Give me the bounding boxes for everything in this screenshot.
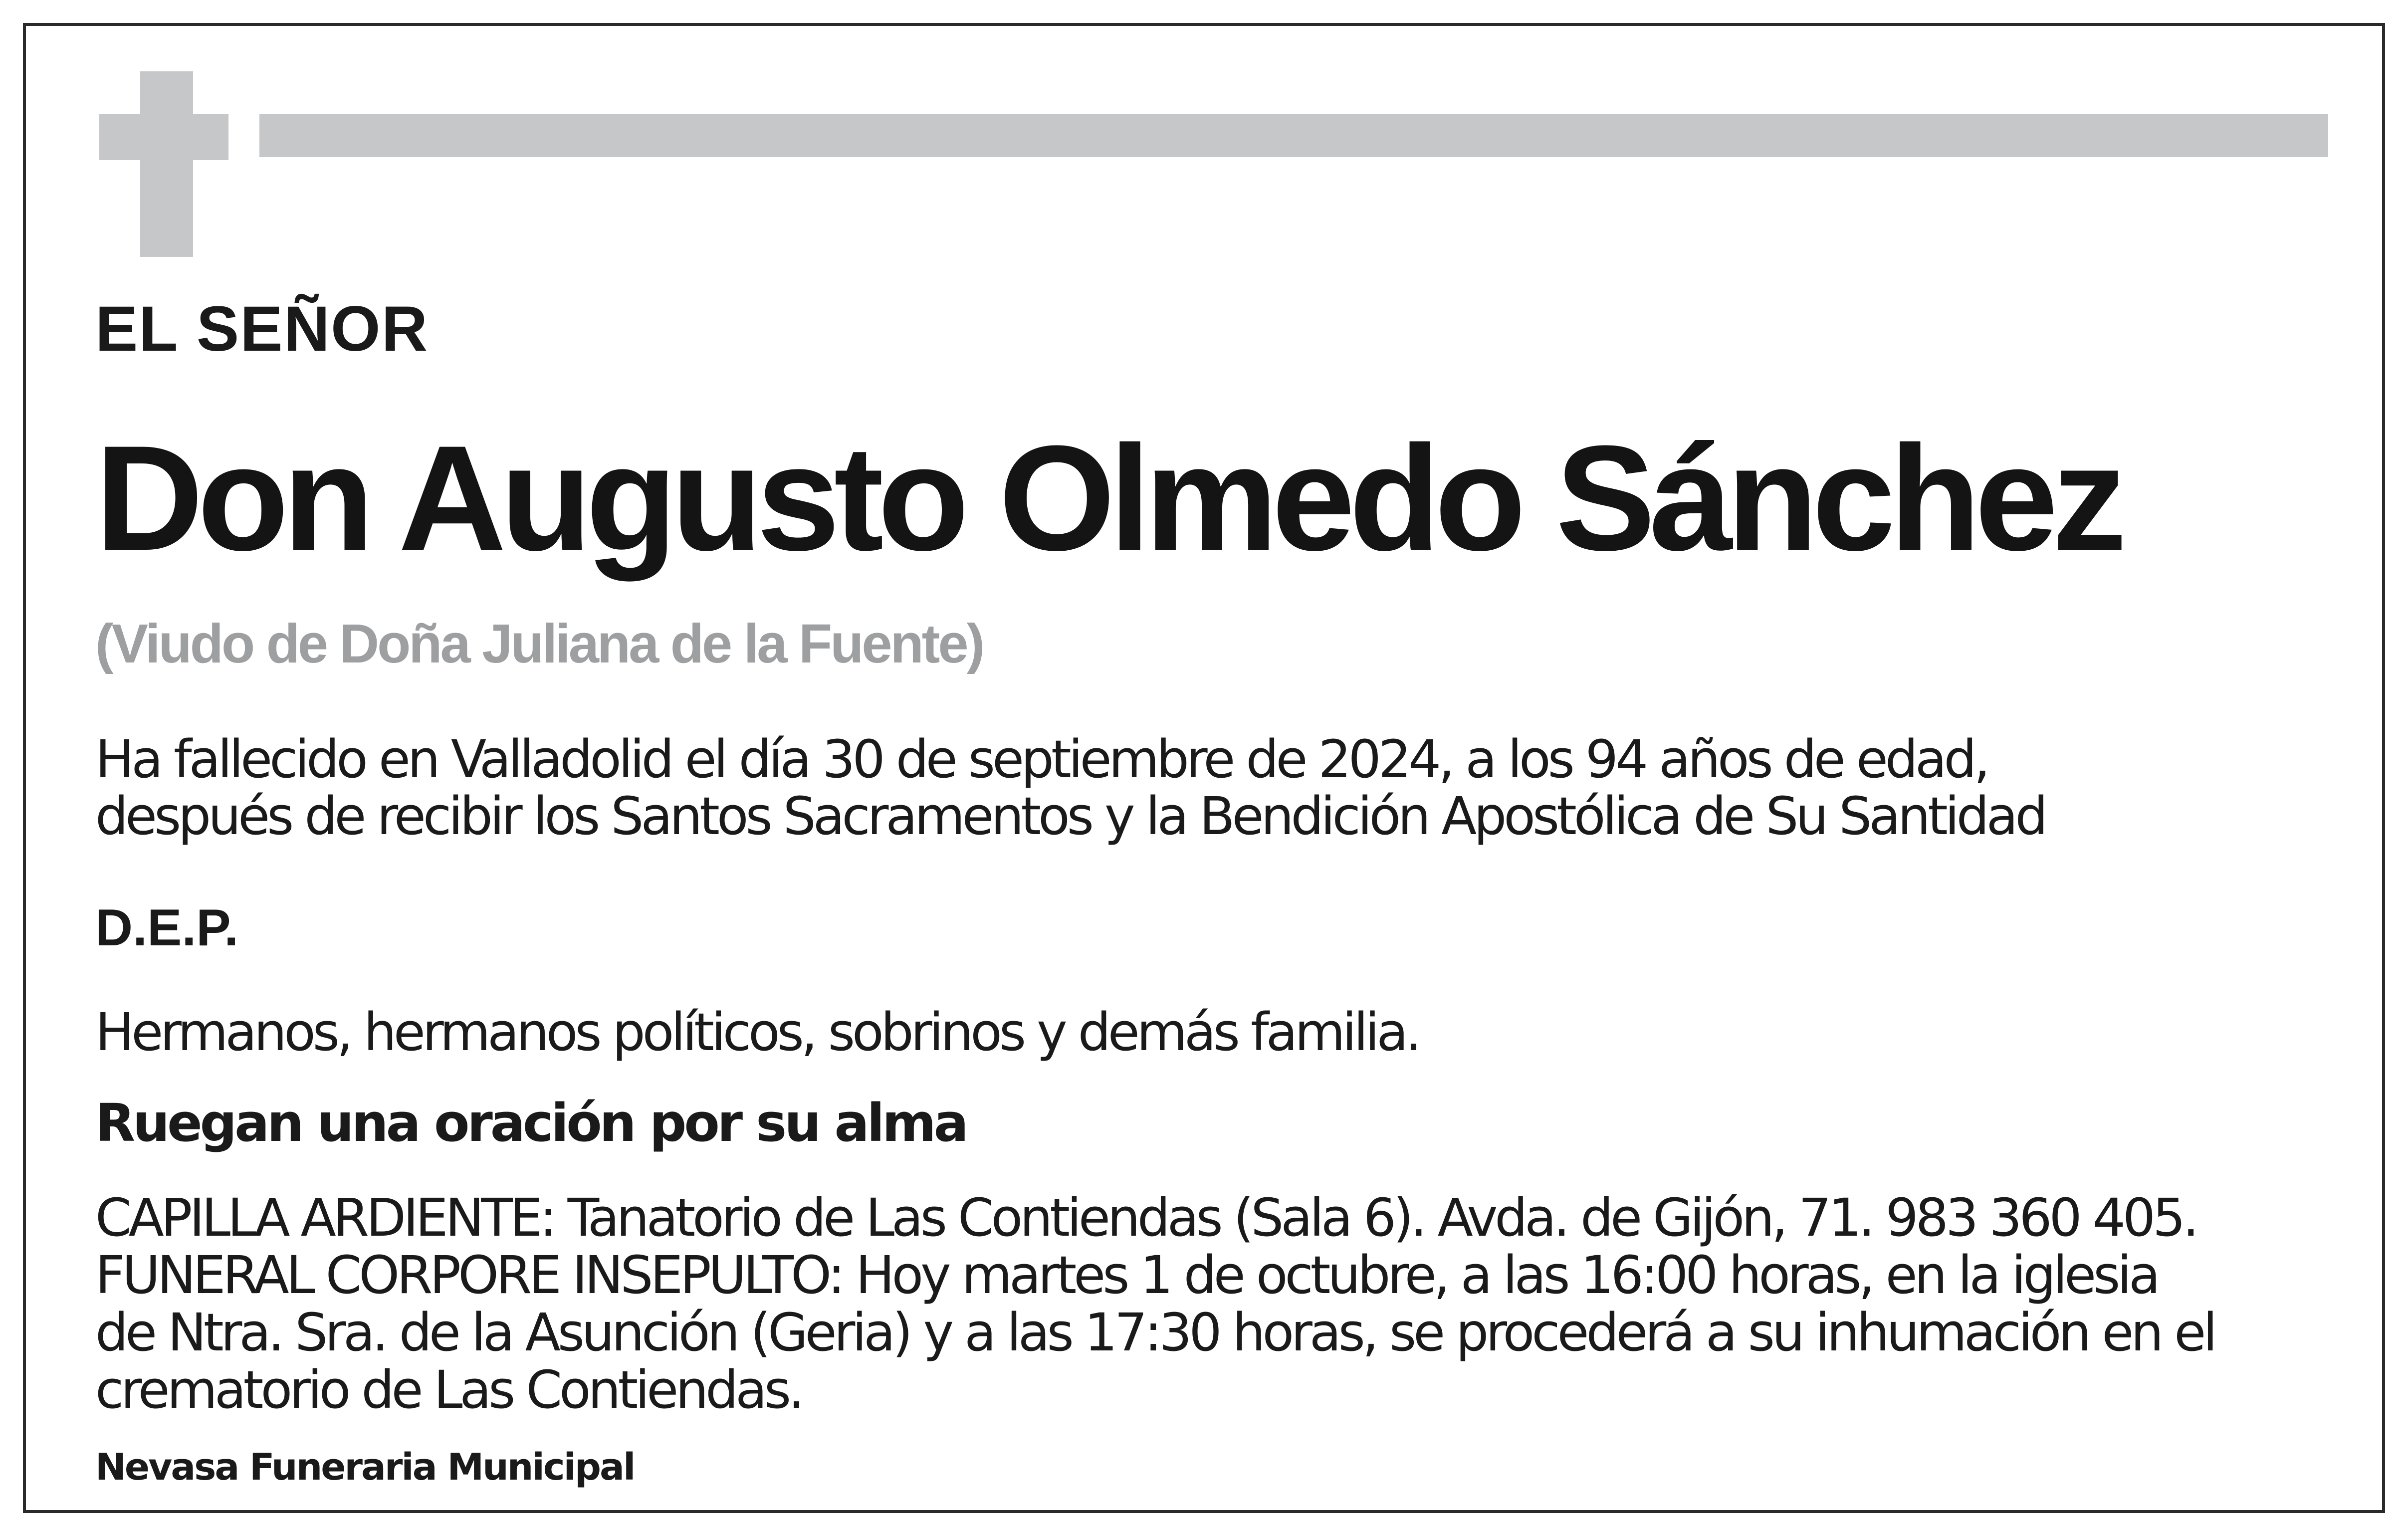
header-rule [259,114,2328,157]
details-line: CAPILLA ARDIENTE: Tanatorio de Las Contiendas (Sala 6). Avda. de Gijón, 71. 983 360 405. [95,1187,2196,1248]
details-line: crematorio de Las Contiendas. [95,1359,802,1420]
rip-text: D.E.P. [95,899,239,957]
widow-note: (Viudo de Doña Juliana de la Fuente) [95,613,983,674]
deceased-name: Don Augusto Olmedo Sánchez [95,414,2121,582]
details-line: FUNERAL CORPORE INSEPULTO: Hoy martes 1 de octubre, a las 16:00 horas, en la iglesia [95,1245,2158,1306]
details-line: de Ntra. Sra. de la Asunción (Geria) y a las 17:30 horas, se procederá a su inhumación en el [95,1302,2215,1363]
family-text: Hermanos, hermanos políticos, sobrinos y demás familia. [95,1002,1419,1063]
funeral-home: Nevasa Funeraria Municipal [95,1446,635,1489]
announcement-line: Ha fallecido en Valladolid el día 30 de septiembre de 2024, a los 94 años de edad, [95,729,1987,790]
cross-icon [140,71,193,257]
honorific: EL SEÑOR [95,293,429,365]
announcement-line: después de recibir los Santos Sacramentos y la Bendición Apostólica de Su Santidad [95,786,2045,847]
prayer-request: Ruegan una oración por su alma [95,1093,966,1153]
cross-icon-arm [99,114,228,160]
